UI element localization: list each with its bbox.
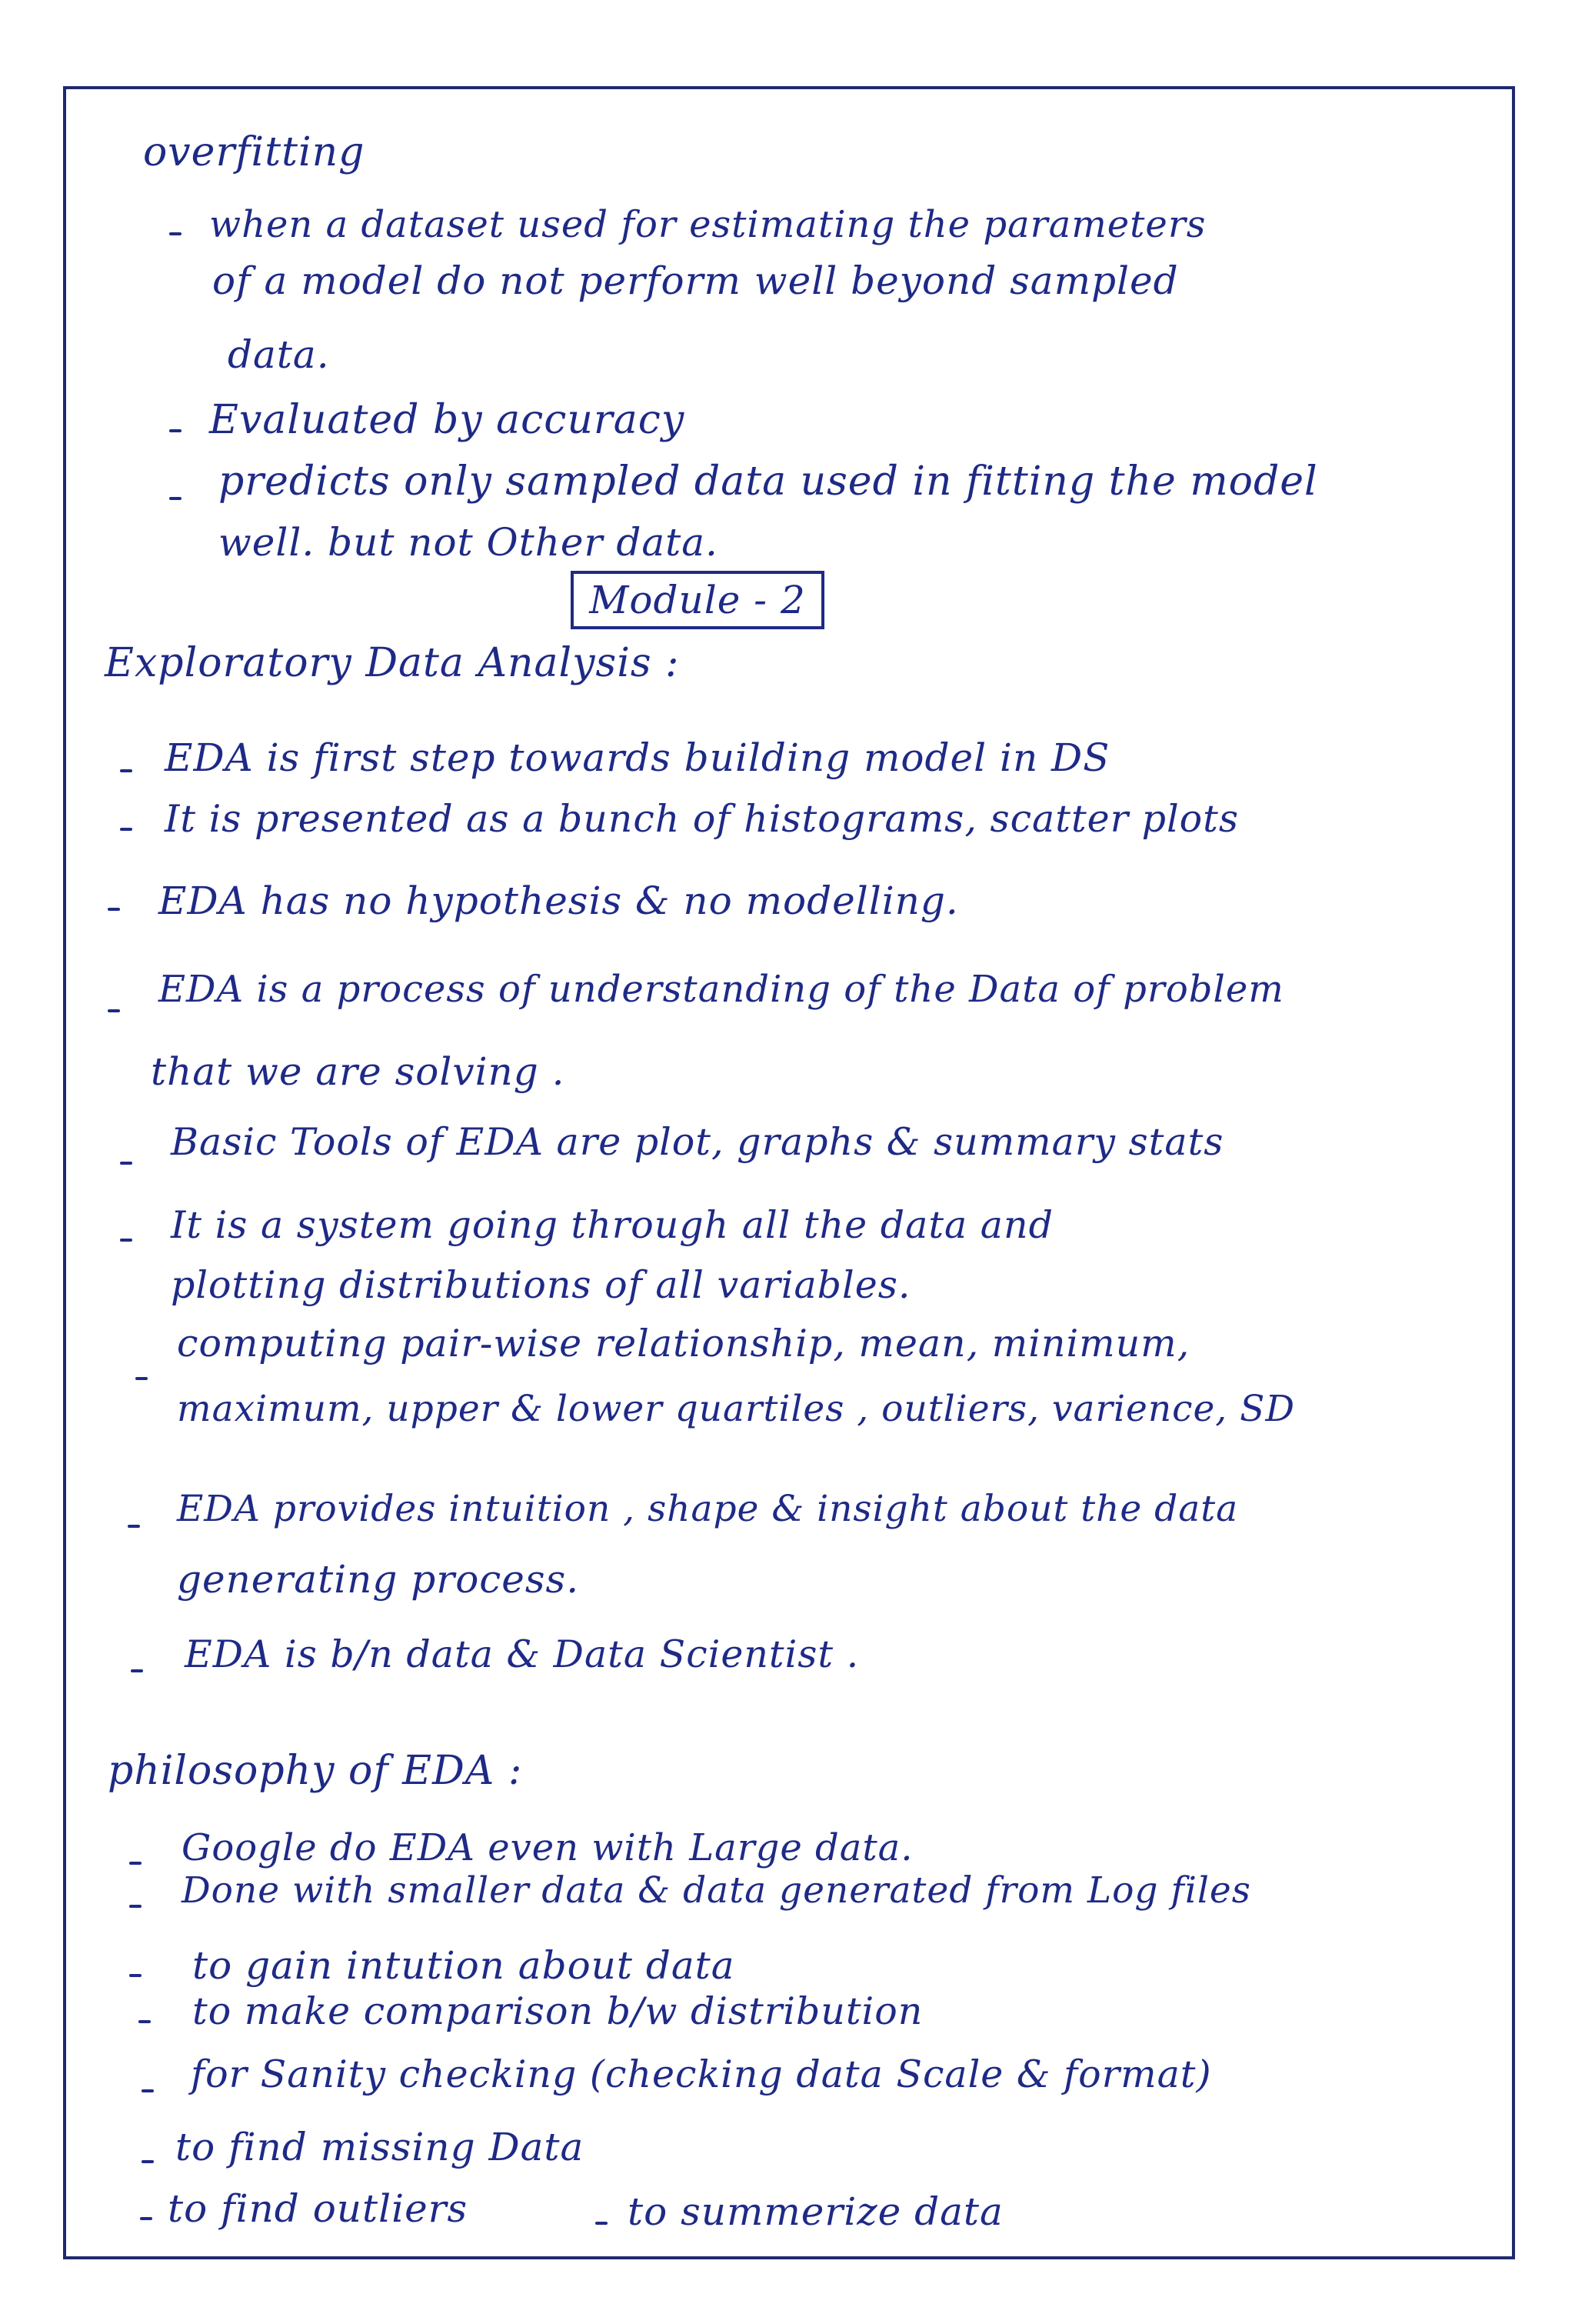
bullet-dash bbox=[142, 2089, 154, 2092]
eda-line-8: EDA provides intuition , shape & insight about the data bbox=[177, 1488, 1239, 1530]
philosophy-line-1: Google do EDA even with Large data. bbox=[181, 1826, 914, 1869]
eda-heading: Exploratory Data Analysis : bbox=[105, 640, 680, 686]
eda-line-5: Basic Tools of EDA are plot, graphs & summary stats bbox=[171, 1120, 1224, 1164]
eda-line-4-cont: that we are solving . bbox=[151, 1049, 565, 1094]
bullet-dash bbox=[169, 429, 181, 432]
eda-line-2: It is presented as a bunch of histograms, scatter plots bbox=[165, 797, 1240, 841]
module-label: Module - 2 bbox=[589, 578, 806, 622]
philosophy-line-6: to find missing Data bbox=[175, 2125, 584, 2169]
eda-line-8-cont: generating process. bbox=[177, 1557, 580, 1602]
bullet-dash bbox=[169, 497, 181, 500]
bullet-dash bbox=[140, 2217, 152, 2220]
bullet-dash bbox=[138, 2020, 151, 2023]
bullet-dash bbox=[120, 769, 132, 772]
bullet-dash bbox=[129, 1905, 142, 1908]
bullet-dash bbox=[120, 828, 132, 831]
eda-line-7: computing pair-wise relationship, mean, minimum, bbox=[177, 1322, 1190, 1365]
philosophy-line-4: to make comparison b/w distribution bbox=[192, 1989, 924, 2033]
eda-line-9: EDA is b/n data & Data Scientist . bbox=[185, 1632, 860, 1676]
overfitting-point-3: predicts only sampled data used in fitting the model bbox=[218, 458, 1318, 505]
bullet-dash bbox=[108, 908, 120, 911]
philosophy-heading: philosophy of EDA : bbox=[108, 1748, 523, 1794]
eda-line-6: It is a system going through all the data and bbox=[171, 1203, 1054, 1247]
overfitting-point-1-cont: of a model do not perform well beyond sampled bbox=[212, 258, 1179, 303]
bullet-dash bbox=[135, 1377, 148, 1380]
eda-line-3: EDA has no hypothesis & no modelling. bbox=[158, 879, 959, 923]
bullet-dash bbox=[169, 232, 181, 235]
bullet-dash bbox=[142, 2160, 154, 2163]
module-label-box bbox=[571, 571, 824, 629]
philosophy-line-2: Done with smaller data & data generated from Log files bbox=[181, 1869, 1251, 1912]
eda-line-6-cont: plotting distributions of all variables. bbox=[171, 1263, 911, 1307]
bullet-dash bbox=[120, 1239, 132, 1242]
bullet-dash bbox=[108, 1009, 120, 1012]
bullet-dash bbox=[129, 1974, 142, 1977]
bullet-dash bbox=[129, 1862, 142, 1865]
bullet-dash bbox=[120, 1162, 132, 1165]
overfitting-point-3-cont: well. but not Other data. bbox=[218, 520, 718, 565]
bullet-dash bbox=[131, 1669, 143, 1672]
overfitting-point-2: Evaluated by accuracy bbox=[209, 397, 685, 443]
eda-line-1: EDA is first step towards building model in DS bbox=[165, 735, 1110, 780]
philosophy-line-8: to summerize data bbox=[628, 2189, 1004, 2234]
philosophy-line-3: to gain intution about data bbox=[192, 1943, 735, 1988]
overfitting-heading: overfitting bbox=[143, 129, 365, 175]
philosophy-line-7: to find outliers bbox=[168, 2186, 468, 2231]
bullet-dash bbox=[595, 2222, 608, 2225]
overfitting-point-1-cont2: data. bbox=[228, 332, 330, 377]
bullet-dash bbox=[128, 1525, 140, 1528]
overfitting-point-1: when a dataset used for estimating the parameters bbox=[209, 203, 1207, 246]
eda-line-7-cont: maximum, upper & lower quartiles , outliers, varience, SD bbox=[177, 1388, 1296, 1430]
philosophy-line-5: for Sanity checking (checking data Scale & format) bbox=[191, 2052, 1212, 2096]
eda-line-4: EDA is a process of understanding of the Data of problem bbox=[158, 968, 1284, 1011]
